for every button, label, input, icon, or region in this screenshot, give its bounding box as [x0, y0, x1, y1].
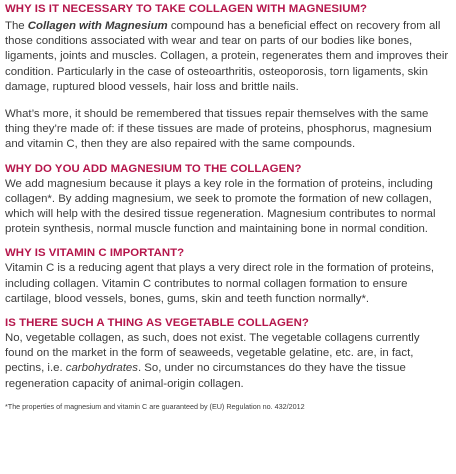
section-heading-vegetable-collagen: IS THERE SUCH A THING AS VEGETABLE COLLAGEN? [5, 317, 309, 330]
paragraph-magnesium-role: We add magnesium because it plays a key role in the formation of proteins, including collagen*. By adding magnesium, we seek to promote the formation of new collagen, which will help with the desired tissue regeneration. Magnesium contributes to normal protein synthesis, normal muscle function and maintaining bone in normal condition. [5, 177, 436, 236]
section-heading-magnesium-necessity: WHY IS IT NECESSARY TO TAKE COLLAGEN WITH MAGNESIUM? [5, 3, 368, 15]
footnote: *The properties of magnesium and vitamin C are guaranteed by (EU) Regulation no. 432/2012 [5, 401, 305, 411]
text-rest: compound has a beneficial effect on recovery from all those conditions associated with wear and tear on parts of our bodies like bones, ligaments, joints and muscles. Collagen, a protein, regenerates them and improves their condition. Particularly in the case of osteoarthritis, osteoporosis, torn ligaments, skin damage, ruptured blood vessels, hair loss and brittle nails. [5, 20, 449, 93]
paragraph-collagen-benefits [5, 19, 451, 95]
paragraph-vegetable-collagen [5, 331, 451, 392]
text-rest: . So, under no circumstances do they have the tissue regeneration capacity of animal-origin collagen. [5, 362, 406, 390]
paragraph-tissue-repair: What’s more, it should be remembered that tissues repair themselves with the same thing they’re made of: if these tissues are made of proteins, phosphorus, magnesium and vitamin C, then they are also repaired with the same compounds. [5, 108, 432, 151]
text-lead: No, vegetable collagen, as such, does not exist. The vegetable collagens currently found on the market in the form of seaweeds, vegetable gelatine, etc. are, in fact, pectins, i.e. [5, 332, 420, 375]
text-lead: The [5, 20, 28, 32]
section-heading-vitamin-c: WHY IS VITAMIN C IMPORTANT? [5, 247, 185, 260]
section-heading-add-magnesium: WHY DO YOU ADD MAGNESIUM TO THE COLLAGEN? [5, 162, 302, 175]
product-name: Collagen with Magnesium [27, 20, 168, 32]
carbohydrates-emphasis: carbohydrates [65, 362, 138, 375]
paragraph-vitamin-c: Vitamin C is a reducing agent that plays a very direct role in the formation of proteins, including collagen. Vitamin C contributes to normal collagen formation to ensure cartilage, blood vessels, bones, gums, skin and teeth function normally*. [5, 262, 435, 305]
